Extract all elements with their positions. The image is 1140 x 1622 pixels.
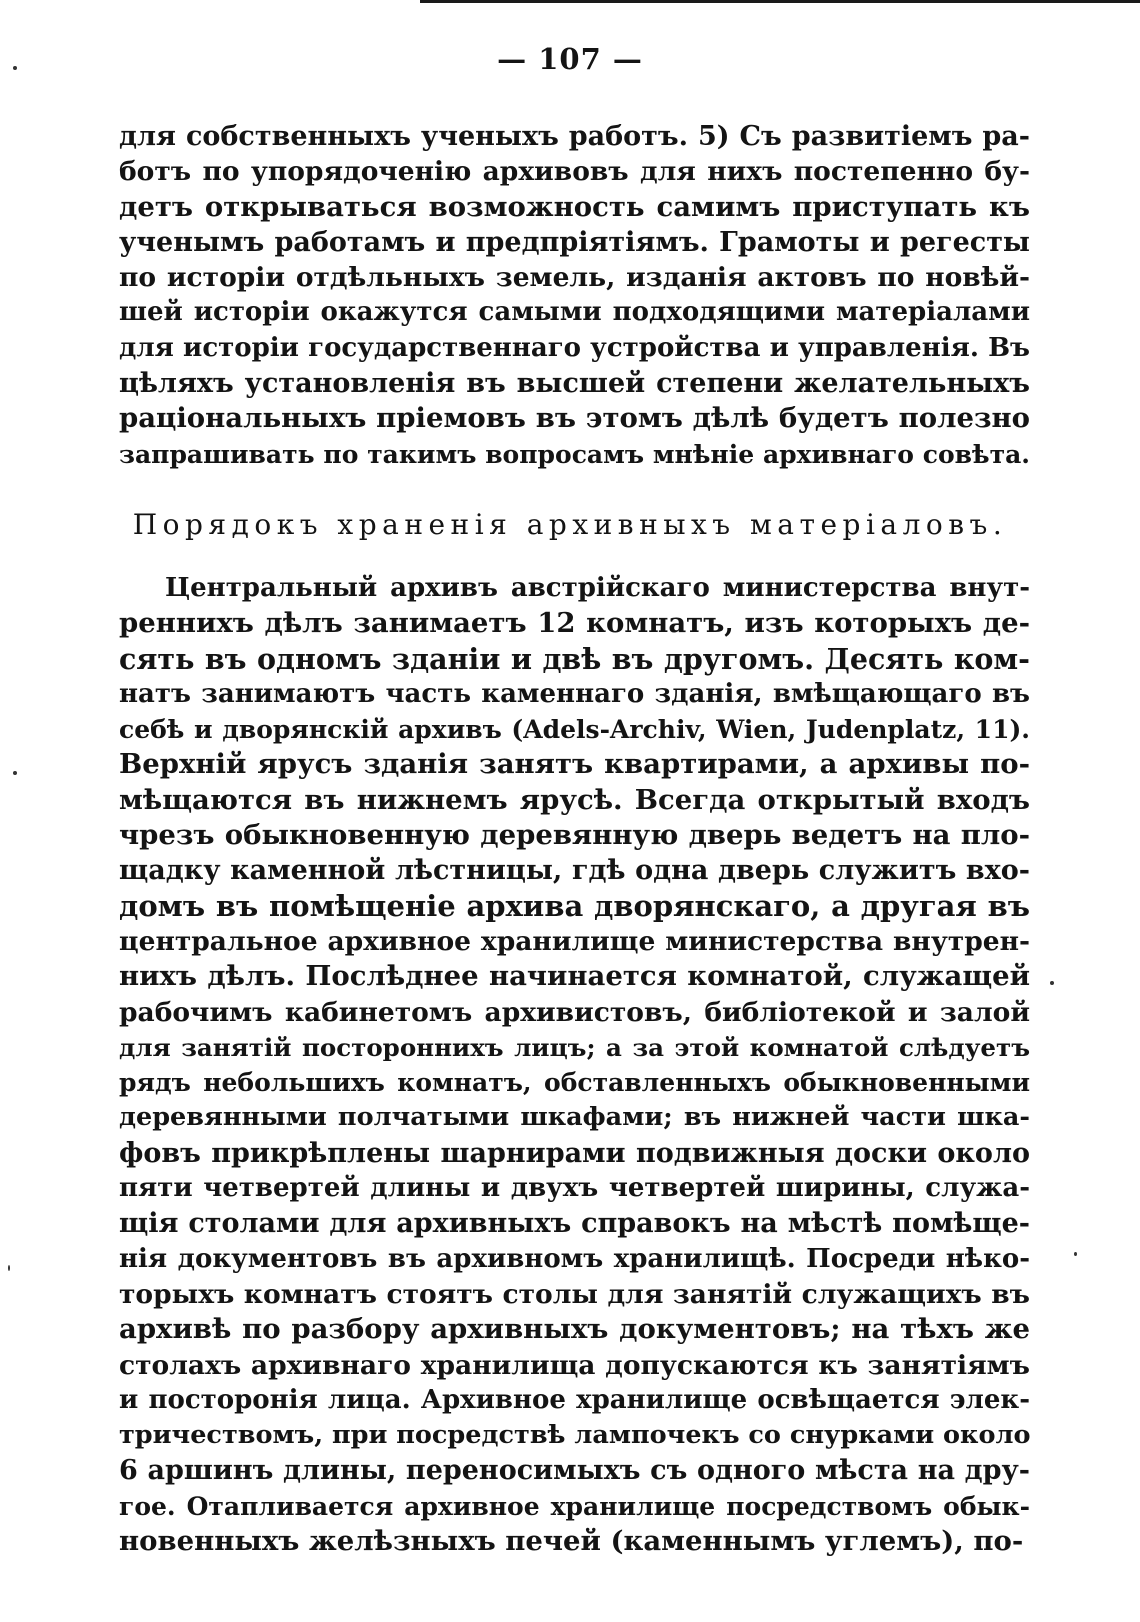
margin-speck: [1050, 981, 1054, 985]
text-line: архивѣ по разбору архивныхъ документовъ; на тѣхъ же: [119, 1313, 1030, 1346]
text-line: для занятій постороннихъ лицъ; а за этой комнатой слѣдуетъ: [119, 1032, 1030, 1062]
text-line: рядъ небольшихъ комнатъ, обставленныхъ обыкновенными: [119, 1068, 1030, 1098]
text-line: ботъ по упорядоченію архивовъ для нихъ постепенно бу-: [119, 156, 1030, 188]
text-line: новенныхъ желѣзныхъ печей (каменнымъ углемъ), по-: [119, 1525, 1024, 1558]
text-line: домъ въ помѣщеніе архива дворянскаго, а другая въ: [119, 888, 1030, 923]
text-line: щадку каменной лѣстницы, гдѣ одна дверь служитъ вхо-: [119, 855, 1030, 887]
section-heading: Порядокъ храненія архивныхъ матеріаловъ.: [132, 508, 1008, 541]
text-line: реннихъ дѣлъ занимаетъ 12 комнатъ, изъ которыхъ де-: [119, 607, 1030, 640]
text-line: столахъ архивнаго хранилища допускаются къ занятіямъ: [119, 1349, 1030, 1381]
text-line: гое. Отапливается архивное хранилище посредствомъ обык-: [119, 1491, 1030, 1521]
page-number: — 107 —: [497, 42, 643, 76]
text-line: для исторіи государственнаго устройства и управленія. Въ: [119, 332, 1030, 363]
margin-speck: [1074, 1252, 1077, 1256]
text-line: и посторонія лица. Архивное хранилище освѣщается элек-: [119, 1384, 1030, 1415]
text-line: по исторіи отдѣльныхъ земель, изданія актовъ по новѣй-: [119, 262, 1030, 294]
text-line: детъ открываться возможность самимъ приступать къ: [119, 190, 1030, 223]
text-line: цѣляхъ установленія въ высшей степени желательныхъ: [119, 368, 1030, 400]
text-line: натъ занимаютъ часть каменнаго зданія, вмѣщающаго въ: [119, 678, 1030, 709]
text-line: фовъ прикрѣплены шарнирами подвижныя доски около: [119, 1137, 1030, 1169]
paragraph-main-first-line: Центральный архивъ австрійскаго министерства внут-: [165, 573, 1030, 603]
text-line: 6 аршинъ длины, переносимыхъ съ одного мѣста на дру-: [119, 1455, 1030, 1487]
text-line: нія документовъ въ архивномъ хранилищѣ. Посреди нѣко-: [119, 1243, 1030, 1274]
text-line: Верхній ярусъ зданія занятъ квартирами, а архивы по-: [119, 748, 1030, 781]
text-line: себѣ и дворянскій архивъ (Adels-Archiv, Wien, Judenplatz, 11).: [119, 715, 1030, 745]
text-line: центральное архивное хранилище министерства внутрен-: [119, 925, 1030, 957]
text-line: тричествомъ, при посредствѣ лампочекъ со снурками около: [119, 1420, 1031, 1451]
text-line: торыхъ комнатъ стоятъ столы для занятій служащихъ въ: [119, 1278, 1030, 1310]
paragraph-top: [119, 119, 1030, 472]
paragraph-main-body: [119, 606, 1030, 1559]
text-line: запрашивать по такимъ вопросамъ мнѣніе архивнаго совѣта.: [119, 439, 1030, 469]
top-rule: [420, 0, 1140, 3]
text-line: шей исторіи окажутся самыми подходящими матеріалами: [119, 297, 1030, 328]
margin-speck: [13, 771, 17, 775]
text-line: пяти четвертей длины и двухъ четвертей ширины, служа-: [119, 1173, 1030, 1204]
text-line: чрезъ обыкновенную деревянную дверь ведетъ на пло-: [119, 819, 1030, 852]
text-line: сять въ одномъ зданіи и двѣ въ другомъ. Десять ком-: [119, 641, 1030, 676]
text-line: нихъ дѣлъ. Послѣднее начинается комнатой, служащей: [119, 960, 1030, 993]
text-line: раціональныхъ пріемовъ въ этомъ дѣлѣ будетъ полезно: [119, 402, 1030, 435]
text-line: щія столами для архивныхъ справокъ на мѣстѣ помѣще-: [119, 1208, 1030, 1240]
text-line: рабочимъ кабинетомъ архивистовъ, библіотекой и залой: [119, 996, 1030, 1028]
paragraph-main: [119, 571, 1030, 1559]
text-line: деревянными полчатыми шкафами; въ нижней части шка-: [119, 1102, 1030, 1133]
text-line: для собственныхъ ученыхъ работъ. 5) Съ развитіемъ ра-: [119, 121, 1030, 152]
text-line: ученымъ работамъ и предпріятіямъ. Грамоты и регесты: [119, 226, 1030, 258]
text-line: мѣщаются въ нижнемъ ярусѣ. Всегда открытый входъ: [119, 783, 1030, 816]
margin-speck: [13, 66, 17, 70]
margin-speck: [8, 1265, 10, 1271]
